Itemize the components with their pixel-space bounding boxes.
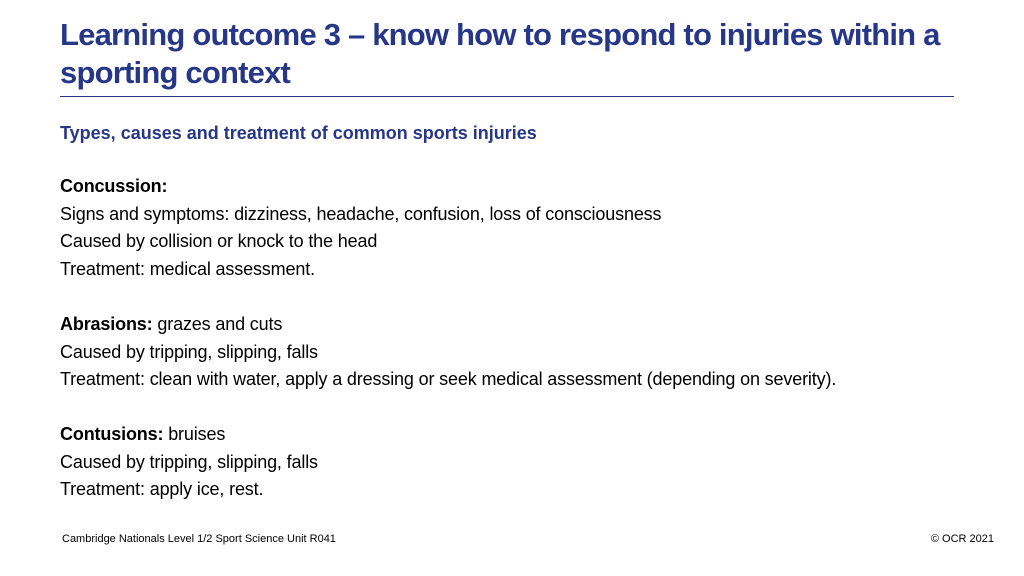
injury-line: Caused by tripping, slipping, falls xyxy=(60,341,318,362)
injury-line: Caused by tripping, slipping, falls xyxy=(60,451,318,472)
footer-copyright: © OCR 2021 xyxy=(930,533,994,545)
injury-line: Signs and symptoms: dizziness, headache, confusion, loss of consciousness xyxy=(60,203,662,224)
injury-heading: Concussion: xyxy=(60,176,168,196)
injury-heading: Contusions: xyxy=(60,424,164,444)
injury-heading-line xyxy=(60,173,960,201)
injury-block-concussion xyxy=(60,173,960,283)
injury-heading-detail: grazes and cuts xyxy=(152,314,283,334)
injury-heading-line xyxy=(60,311,960,339)
injury-heading: Abrasions: xyxy=(60,314,153,334)
injury-heading-detail: bruises xyxy=(163,424,226,444)
injury-line: Treatment: clean with water, apply a dressing or seek medical assessment (depending on severity). xyxy=(60,369,837,389)
injury-heading-line xyxy=(60,421,960,449)
injury-line: Caused by collision or knock to the head xyxy=(60,231,378,251)
injury-block-contusions xyxy=(60,421,960,504)
footer-course-label: Cambridge Nationals Level 1/2 Sport Science Unit R041 xyxy=(62,533,336,545)
injury-line: Treatment: medical assessment. xyxy=(60,258,315,279)
slide-title: Learning outcome 3 – know how to respond to injuries within a sporting context xyxy=(60,17,940,90)
title-divider xyxy=(60,96,954,97)
slide-subtitle: Types, causes and treatment of common sports injuries xyxy=(60,123,537,143)
injury-block-abrasions xyxy=(60,311,960,394)
injury-line: Treatment: apply ice, rest. xyxy=(60,479,264,499)
